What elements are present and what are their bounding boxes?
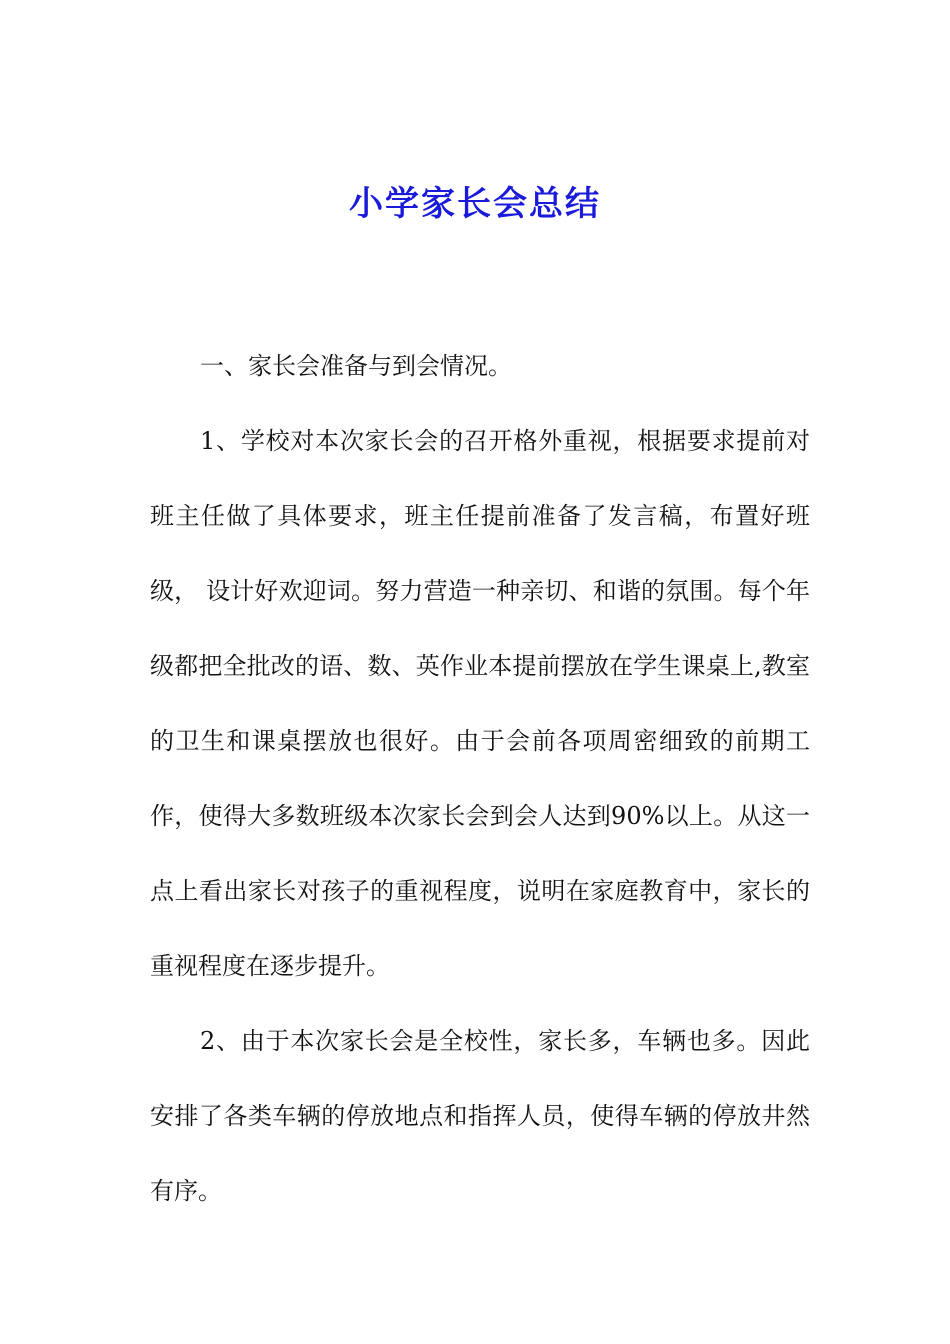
paragraph-1: 1、学校对本次家长会的召开格外重视，根据要求提前对班主任做了具体要求，班主任提前准备了发言稿，布置好班级， 设计好欢迎词。努力营造一种亲切、和谐的氛围。每个年级都把全批改的语、数、英作业本提前摆放在学生课桌上,教室的卫生和课桌摆放也很好。由于会前各项周密细致的前期工作，使得大多数班级本次家长会到会人达到90%以上。从这一点上看出家长对孩子的重视程度，说明在家庭教育中，家长的重视程度在逐步提升。 [150, 427, 810, 980]
section-heading: 一、家长会准备与到会情况。 [200, 352, 512, 380]
document-title: 小学家长会总结 [349, 184, 601, 224]
document-body [150, 329, 810, 1229]
paragraph-2: 2、由于本次家长会是全校性，家长多，车辆也多。因此安排了各类车辆的停放地点和指挥人员，使得车辆的停放井然有序。 [150, 1027, 810, 1205]
